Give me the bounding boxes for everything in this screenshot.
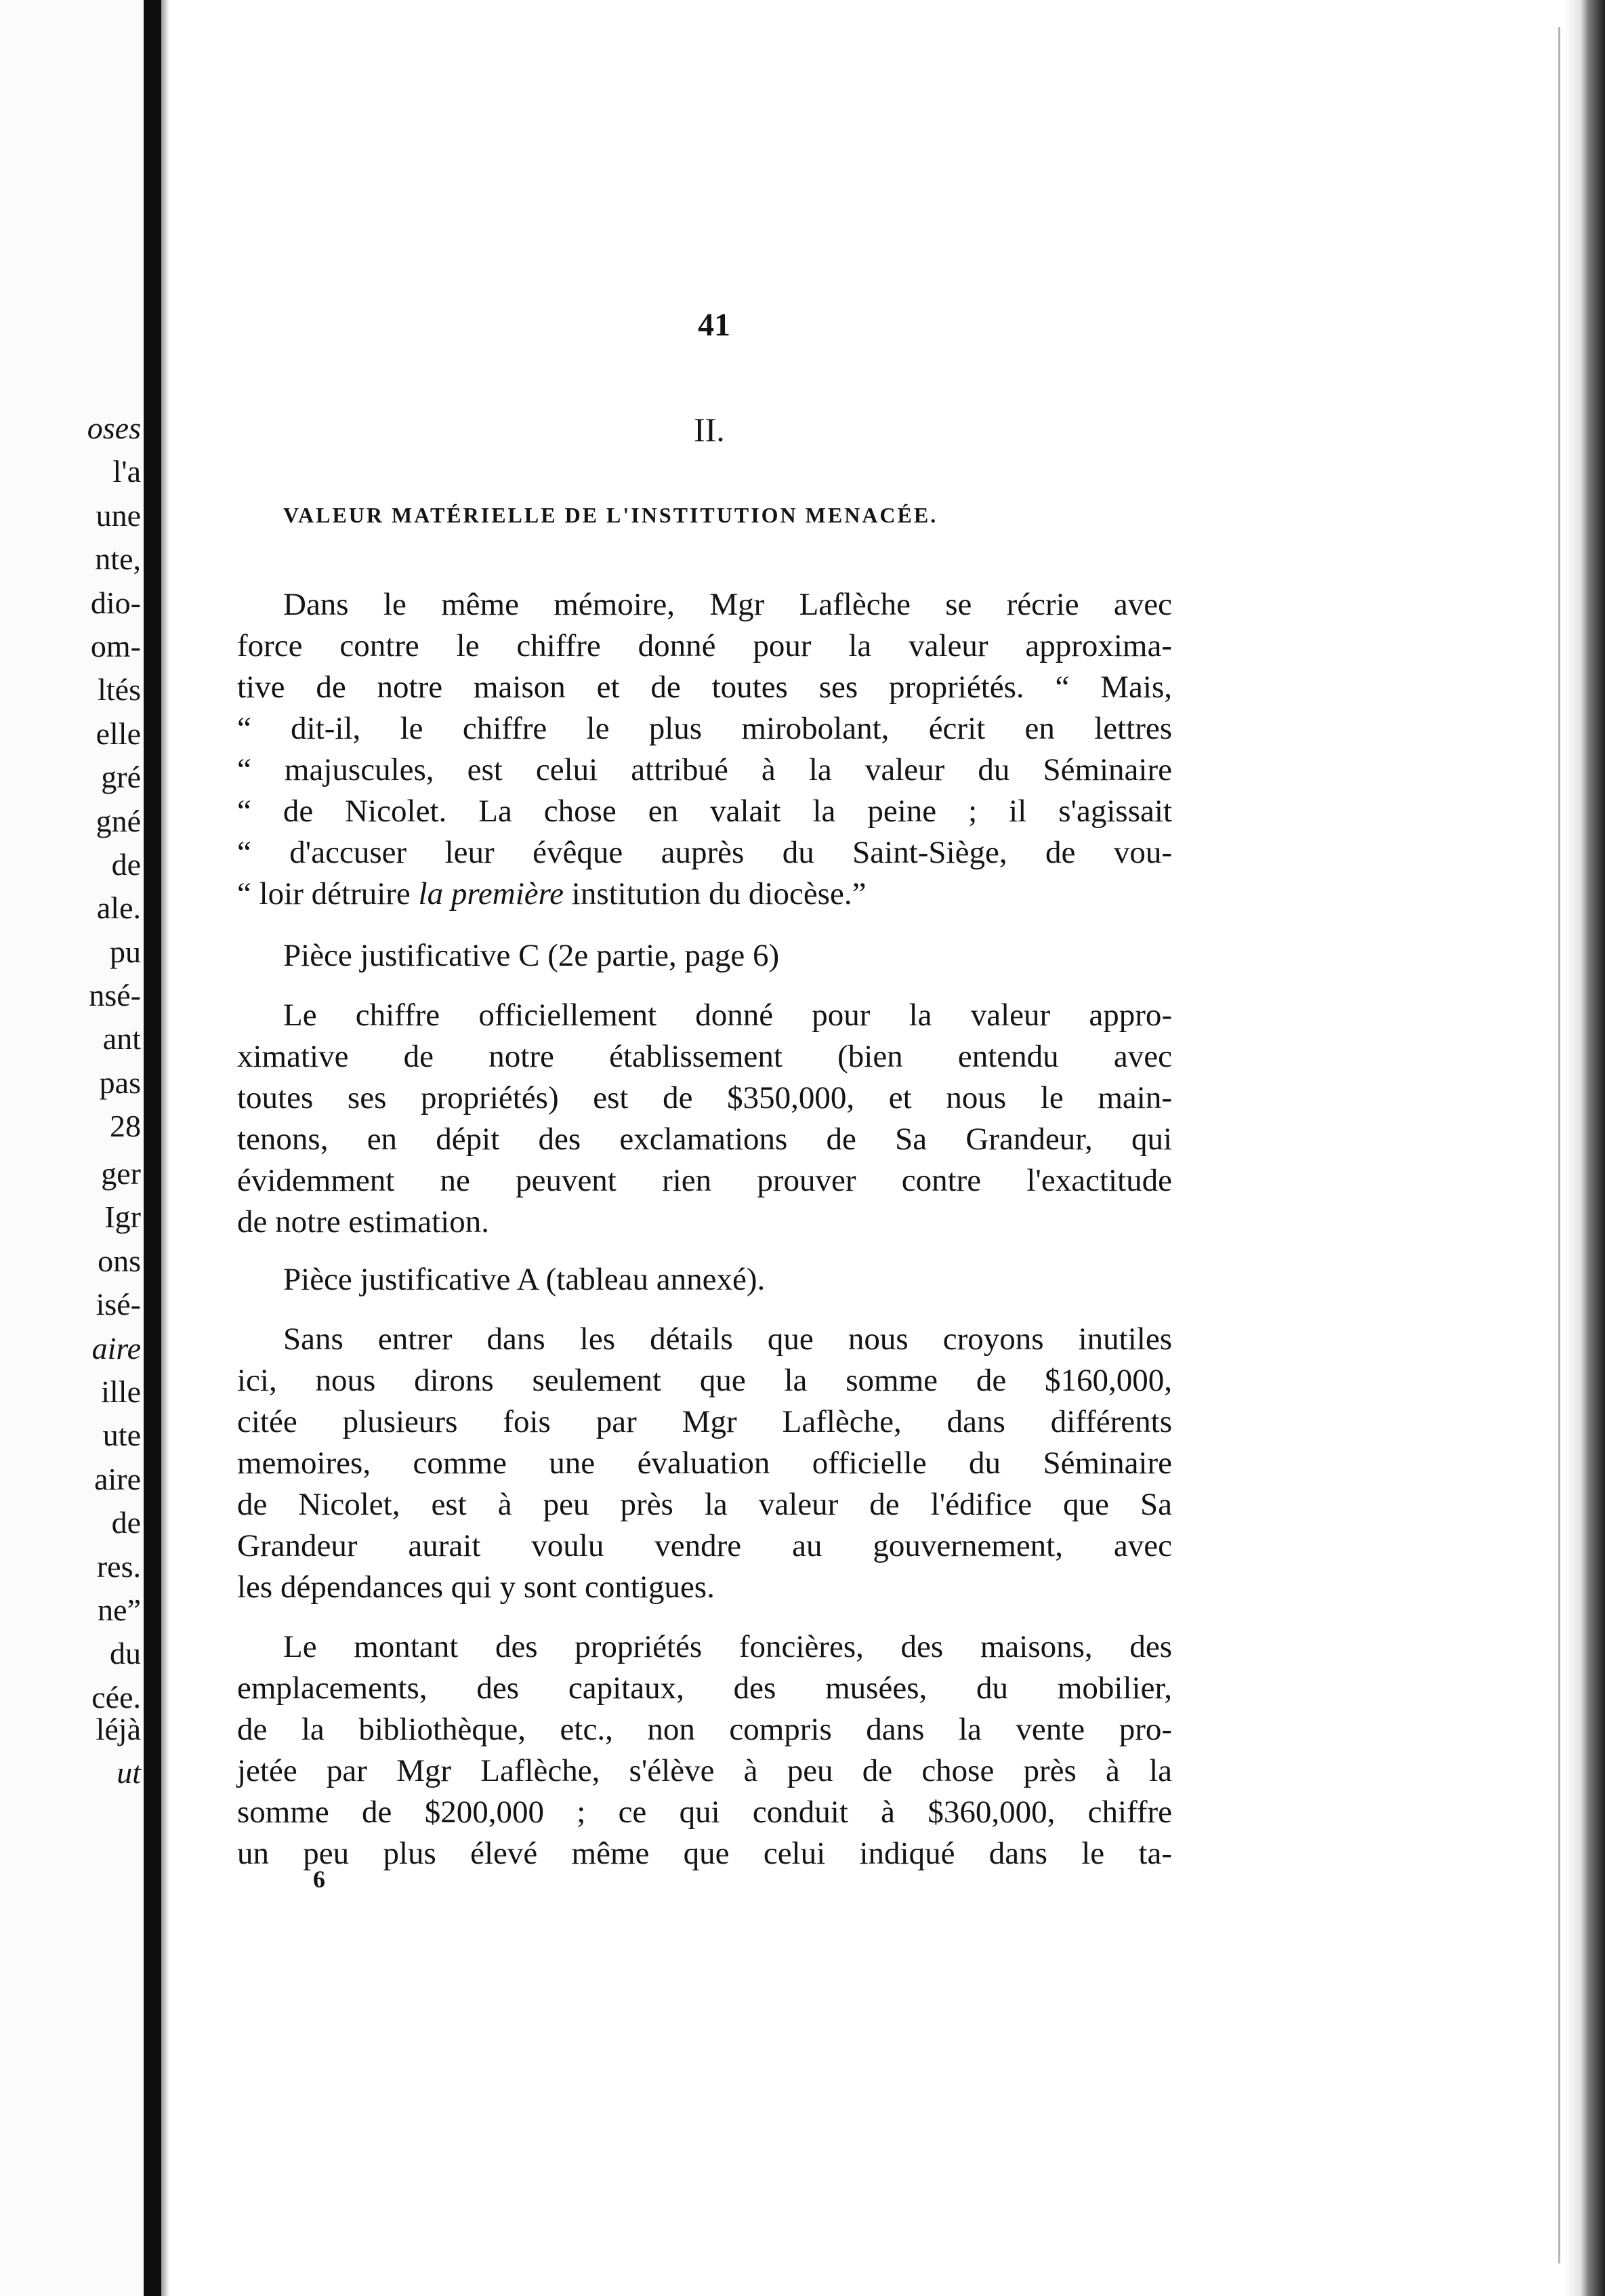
facing-page-line: oses bbox=[87, 411, 141, 445]
facing-page-text-bottom bbox=[5, 1708, 141, 1795]
facing-page-line: ons bbox=[98, 1243, 141, 1278]
facing-page-line: ne” bbox=[98, 1592, 141, 1627]
facing-page-line: gré bbox=[101, 760, 141, 795]
text-segment: institution du diocèse.” bbox=[564, 876, 867, 911]
text-line: memoires, comme une évaluation officielle du Séminaire bbox=[237, 1446, 1172, 1481]
section-heading: VALEUR MATÉRIELLE DE L'INSTITUTION MENACÉE. bbox=[283, 503, 938, 527]
text-line: “ majuscules, est celui attribué à la valeur du Séminaire bbox=[237, 752, 1172, 787]
facing-page-line: res. bbox=[96, 1549, 141, 1584]
facing-page-line: une bbox=[96, 497, 141, 533]
text-line: tive de notre maison et de toutes ses propriétés. “ Mais, bbox=[237, 670, 1172, 705]
facing-page-text-middle bbox=[5, 1152, 141, 1719]
text-line: Sans entrer dans les détails que nous croyons inutiles bbox=[283, 1321, 1172, 1357]
text-line: de Nicolet, est à peu près la valeur de l'édifice que Sa bbox=[237, 1487, 1172, 1522]
facing-page-line: Igr bbox=[104, 1200, 141, 1235]
reference-line-1: Pièce justificative C (2e partie, page 6) bbox=[283, 938, 780, 973]
text-segment: “ loir détruire bbox=[237, 876, 419, 911]
facing-page-line: dio- bbox=[90, 585, 141, 620]
text-line: emplacements, des capitaux, des musées, du mobilier, bbox=[237, 1670, 1172, 1706]
text-line: les dépendances qui y sont contigues. bbox=[237, 1570, 715, 1605]
text-line: de la bibliothèque, etc., non compris dans la vente pro- bbox=[237, 1712, 1172, 1747]
facing-page-line: gné bbox=[96, 803, 141, 838]
text-line: “ d'accuser leur évêque auprès du Saint-Siège, de vou- bbox=[237, 835, 1172, 870]
facing-page-line: nsé- bbox=[89, 978, 141, 1013]
text-line: somme de $200,000 ; ce qui conduit à $360,000, chiffre bbox=[237, 1795, 1172, 1830]
facing-page-line: nte, bbox=[95, 541, 141, 577]
text-line: jetée par Mgr Laflèche, s'élève à peu de chose près à la bbox=[237, 1753, 1172, 1788]
text-line: ximative de notre établissement (bien entendu avec bbox=[237, 1039, 1172, 1074]
facing-page-line: aire bbox=[91, 1330, 141, 1366]
facing-page-line: l'a bbox=[112, 454, 141, 489]
facing-page-line: elle bbox=[96, 716, 141, 751]
facing-page-text-top bbox=[5, 407, 141, 1149]
scan-right-edge bbox=[1564, 0, 1605, 2296]
gutter-shadow bbox=[161, 0, 169, 2296]
text-line: “ dit-il, le chiffre le plus mirobolant, écrit en lettres bbox=[237, 711, 1172, 746]
facing-page-line: aire bbox=[94, 1461, 141, 1496]
text-line: Grandeur aurait voulu vendre au gouvernement, avec bbox=[237, 1528, 1172, 1563]
text-line: de notre estimation. bbox=[237, 1204, 489, 1239]
text-line: force contre le chiffre donné pour la valeur approxima- bbox=[237, 628, 1172, 663]
page-number: 41 bbox=[698, 307, 730, 343]
facing-page-line: du bbox=[110, 1636, 141, 1671]
text-line: tenons, en dépit des exclamations de Sa Grandeur, qui bbox=[237, 1122, 1172, 1157]
book-gutter bbox=[144, 0, 161, 2296]
text-line: évidemment ne peuvent rien prouver contre l'exactitude bbox=[237, 1163, 1172, 1198]
paragraph-4 bbox=[237, 1626, 1172, 1874]
text-line: citée plusieurs fois par Mgr Laflèche, dans différents bbox=[237, 1404, 1172, 1439]
facing-page-line: ger bbox=[101, 1156, 141, 1191]
facing-page-line: pu bbox=[110, 934, 141, 969]
facing-page-line: pas bbox=[99, 1065, 141, 1100]
facing-page-line: léjà bbox=[96, 1712, 141, 1746]
section-numeral: II. bbox=[694, 411, 725, 449]
italic-text-segment: la première bbox=[418, 876, 564, 911]
reference-line-2: Pièce justificative A (tableau annexé). bbox=[283, 1262, 766, 1297]
facing-page-line: ute bbox=[102, 1418, 141, 1453]
text-line: “ de Nicolet. La chose en valait la peine ; il s'agissait bbox=[237, 794, 1172, 829]
facing-page-line: ut bbox=[117, 1755, 141, 1790]
facing-page-fragment bbox=[0, 0, 142, 2296]
text-line: Le chiffre officiellement donné pour la valeur appro- bbox=[283, 998, 1172, 1033]
page-edge-line bbox=[1558, 27, 1560, 2263]
facing-page-line: de bbox=[111, 1505, 141, 1540]
text-line: un peu plus élevé même que celui indiqué dans le ta- bbox=[237, 1836, 1172, 1871]
facing-page-line: om- bbox=[90, 628, 141, 663]
facing-page-line: ltés bbox=[98, 672, 141, 708]
paragraph-2 bbox=[237, 995, 1172, 1243]
facing-page-line: ale. bbox=[96, 890, 141, 926]
facing-page-line: cée. bbox=[91, 1679, 141, 1715]
facing-page-line: isé- bbox=[96, 1287, 141, 1322]
text-line bbox=[237, 874, 1172, 915]
facing-page-line: de bbox=[111, 846, 141, 882]
text-line: ici, nous dirons seulement que la somme de $160,000, bbox=[237, 1363, 1172, 1398]
paragraph-3 bbox=[237, 1319, 1172, 1608]
text-line: toutes ses propriétés) est de $350,000, et nous le main- bbox=[237, 1080, 1172, 1115]
facing-page-line: ant bbox=[102, 1021, 141, 1057]
facing-page-line: ille bbox=[101, 1374, 141, 1409]
text-line: Le montant des propriétés foncières, des maisons, des bbox=[283, 1629, 1172, 1664]
text-line: Dans le même mémoire, Mgr Laflèche se récrie avec bbox=[283, 587, 1172, 622]
printer-signature-mark: 6 bbox=[313, 1866, 325, 1893]
facing-page-line: 28 bbox=[110, 1109, 141, 1144]
paragraph-1 bbox=[237, 584, 1172, 915]
